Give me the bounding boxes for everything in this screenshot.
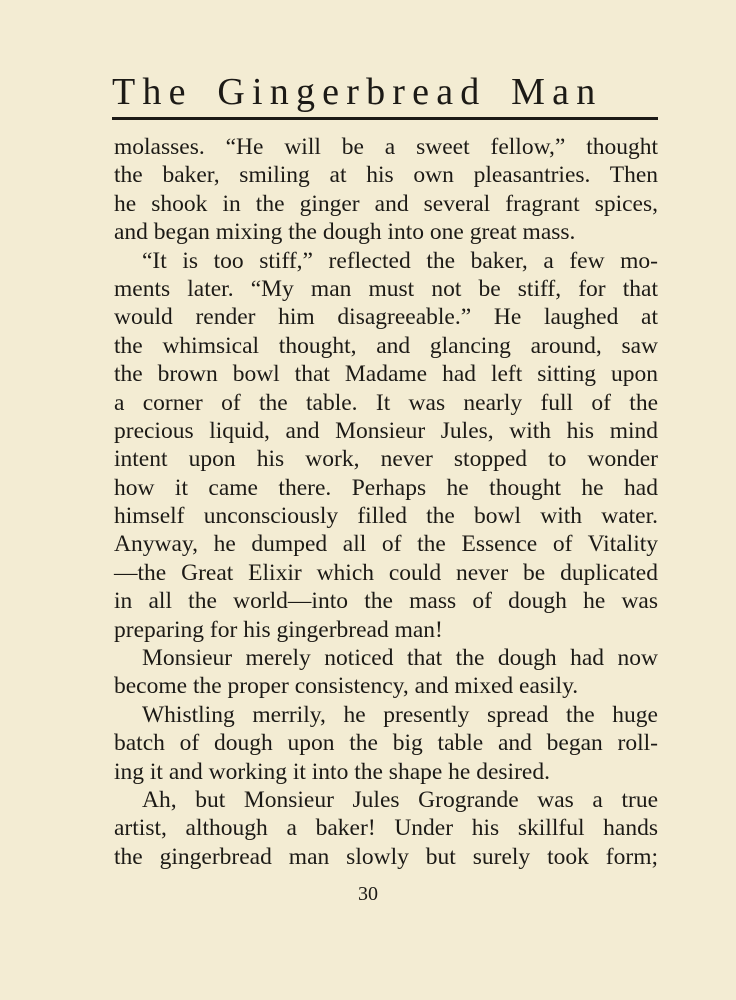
text-line: precious liquid, and Monsieur Jules, with his mind bbox=[114, 417, 658, 444]
text-line: artist, although a baker! Under his skillful hands bbox=[114, 815, 658, 842]
header-rule bbox=[112, 117, 658, 120]
page-number: 30 bbox=[358, 883, 378, 905]
text-line: and began mixing the dough into one great mass. bbox=[114, 219, 576, 246]
text-line: Whistling merrily, he presently spread the huge bbox=[142, 701, 658, 728]
text-line: how it came there. Perhaps he thought he had bbox=[114, 474, 658, 501]
body-text bbox=[114, 133, 658, 871]
text-line: the gingerbread man slowly but surely took form; bbox=[114, 843, 658, 870]
text-line: he shook in the ginger and several fragrant spices, bbox=[114, 190, 658, 217]
text-line: —the Great Elixir which could never be duplicated bbox=[114, 559, 658, 586]
text-line: preparing for his gingerbread man! bbox=[114, 616, 443, 643]
text-line: ing it and working it into the shape he desired. bbox=[114, 758, 550, 785]
text-line: would render him disagreeable.” He laughed at bbox=[114, 304, 658, 331]
text-line: the whimsical thought, and glancing around, saw bbox=[114, 332, 658, 359]
text-line: ments later. “My man must not be stiff, for that bbox=[114, 275, 658, 302]
text-line: “It is too stiff,” reflected the baker, a few mo- bbox=[142, 247, 658, 274]
text-line: intent upon his work, never stopped to wonder bbox=[114, 446, 658, 473]
text-line: Monsieur merely noticed that the dough had now bbox=[142, 645, 658, 672]
text-line: himself unconsciously filled the bowl with water. bbox=[114, 503, 658, 530]
text-line: batch of dough upon the big table and began roll- bbox=[114, 730, 658, 757]
text-line: a corner of the table. It was nearly full of the bbox=[114, 389, 658, 416]
text-line: molasses. “He will be a sweet fellow,” thought bbox=[114, 134, 658, 160]
text-line: the baker, smiling at his own pleasantries. Then bbox=[114, 162, 658, 189]
text-line: the brown bowl that Madame had left sitting upon bbox=[114, 361, 658, 388]
text-line: become the proper consistency, and mixed easily. bbox=[114, 673, 579, 700]
text-line: in all the world—into the mass of dough he was bbox=[114, 588, 658, 615]
text-line: Ah, but Monsieur Jules Grogrande was a true bbox=[142, 786, 658, 813]
text-line: Anyway, he dumped all of the Essence of Vitality bbox=[114, 531, 658, 558]
running-head-title: The Gingerbread Man bbox=[112, 71, 603, 113]
